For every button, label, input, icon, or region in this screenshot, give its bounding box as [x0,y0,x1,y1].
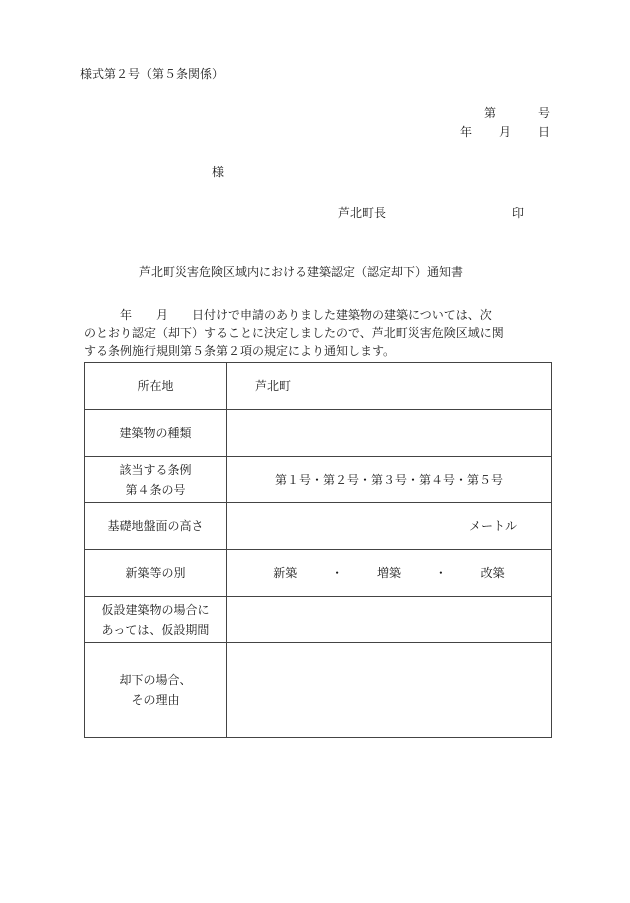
applicable-item-label-line-1: 該当する条例 [119,462,192,477]
option-reconstruction: 改築 [480,566,505,580]
building-type-label: 建築物の種類 [85,410,227,457]
temporary-period-value [227,597,552,643]
building-type-value [227,410,552,457]
temporary-period-label-line-1: 仮設建築物の場合に [101,602,210,617]
applicable-item-label-line-2: 第４条の号 [125,482,186,497]
foundation-height-label: 基礎地盤面の高さ [85,503,227,550]
date-day-label: 日 [538,125,551,139]
rejection-reason-value [227,643,552,738]
option-separator-2: ・ [434,566,447,580]
table-row-applicable-item [85,457,552,503]
table-row-building-type [85,410,552,457]
location-value: 芦北町 [227,363,552,410]
recipient-suffix: 様 [212,165,225,179]
construction-kind-options [227,550,552,597]
construction-kind-label: 新築等の別 [85,550,227,597]
issue-number-prefix: 第 [484,106,497,120]
applicable-item-value: 第１号・第２号・第３号・第４号・第５号 [227,457,552,503]
body-line-2: のとおり認定（却下）することに決定しましたので、芦北町災害危険区域に関 [84,326,504,340]
date-month-label: 月 [499,125,512,139]
body-line-3: する条例施行規則第５条第２項の規定により通知します。 [84,344,396,358]
document-title: 芦北町災害危険区域内における建築認定（認定却下）通知書 [139,265,464,279]
temporary-period-label [85,597,227,643]
form-style-label: 様式第２号（第５条関係） [80,67,225,81]
rejection-reason-label-line-1: 却下の場合、 [119,673,192,687]
table-row-construction-kind [85,550,552,597]
table-row-location [85,363,552,410]
rejection-reason-label-line-2: その理由 [131,693,180,707]
option-new-construction: 新築 [273,566,298,580]
foundation-height-unit: メートル [227,503,552,550]
table-row-foundation-height [85,503,552,550]
rejection-reason-label [85,643,227,738]
option-separator-1: ・ [331,566,344,580]
table-row-rejection-reason [85,643,552,738]
temporary-period-label-line-2: あっては、仮設期間 [101,622,210,637]
issuer-title: 芦北町長 [338,206,387,220]
applicable-item-label [85,457,227,503]
option-extension: 増築 [376,566,401,580]
issuer-seal: 印 [512,206,525,220]
body-paragraph [84,306,554,360]
table-row-temporary-period [85,597,552,643]
body-line-1: 年 月 日付けで申請のありました建築物の建築については、次 [120,308,492,322]
issue-number-suffix: 号 [538,106,551,120]
date-year-label: 年 [460,125,473,139]
location-label: 所在地 [85,363,227,410]
notice-details-table [84,362,552,738]
